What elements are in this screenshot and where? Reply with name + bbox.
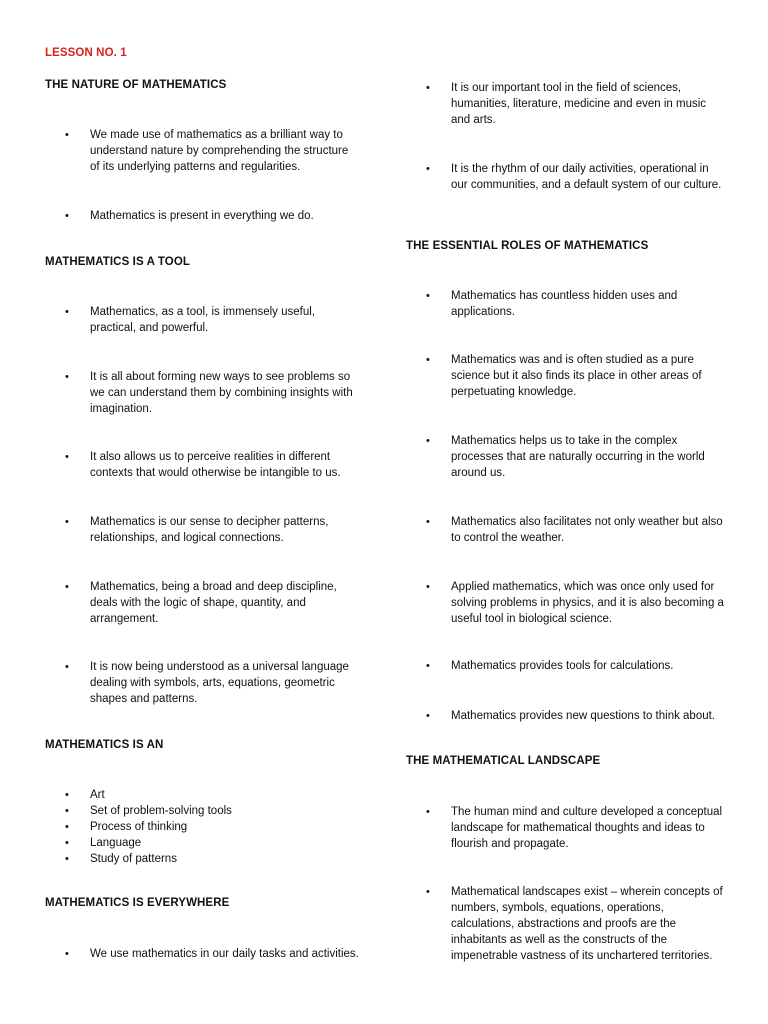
- bullet-icon: •: [65, 789, 69, 801]
- is-an-list: [45, 787, 375, 867]
- list-item: • It is now being understood as a universal language dealing with symbols, arts, equations, geometric shapes and patterns.: [65, 661, 349, 705]
- list-item: • Mathematics is our sense to decipher patterns, relationships, and logical connections.: [65, 516, 329, 544]
- list-item: • Mathematics also facilitates not only weather but also to control the weather.: [426, 516, 723, 544]
- list-item: • Language: [65, 837, 142, 849]
- bullet-icon: •: [65, 451, 69, 463]
- list-item: • Study of patterns: [65, 853, 177, 865]
- lesson-label: LESSON NO. 1: [45, 47, 127, 59]
- bullet-icon: •: [426, 660, 430, 672]
- bullet-icon: •: [65, 821, 69, 833]
- bullet-icon: •: [65, 516, 69, 528]
- list-item: • It is the rhythm of our daily activities, operational in our communities, and a default system of our culture.: [426, 163, 722, 191]
- list-item: • Mathematics provides new questions to think about.: [426, 710, 716, 722]
- section-heading-landscape: THE MATHEMATICAL LANDSCAPE: [406, 755, 601, 767]
- bullet-icon: •: [426, 82, 430, 94]
- list-item: • Mathematical landscapes exist – wherein concepts of numbers, symbols, equations, operations, calculations, abstractions and proofs are the inhabitants as well as the constructs of the impenetrable vastness of its unchartered territories.: [426, 886, 723, 962]
- list-item: • Mathematics provides tools for calculations.: [426, 660, 674, 672]
- bullet-icon: •: [65, 853, 69, 865]
- bullet-icon: •: [65, 306, 69, 318]
- list-item: • We made use of mathematics as a brilliant way to understand nature by comprehending the structure of its underlying patterns and regularities.: [65, 129, 349, 173]
- bullet-icon: •: [426, 163, 430, 175]
- section-heading-is-an: MATHEMATICS IS AN: [45, 739, 164, 751]
- list-item: • Art: [65, 789, 105, 801]
- list-item: • Mathematics was and is often studied as a pure science but it also finds its place in other areas of perpetuating knowledge.: [426, 354, 702, 398]
- bullet-icon: •: [426, 886, 430, 898]
- list-item: • It is all about forming new ways to see problems so we can understand them by combining insights with imagination.: [65, 371, 353, 415]
- bullet-icon: •: [426, 581, 430, 593]
- list-item: • Mathematics has countless hidden uses and applications.: [426, 290, 678, 318]
- list-item: • It also allows us to perceive realities in different contexts that would otherwise be intangible to us.: [65, 451, 341, 479]
- list-item: • Mathematics, as a tool, is immensely useful, practical, and powerful.: [65, 306, 315, 334]
- section-heading-roles: THE ESSENTIAL ROLES OF MATHEMATICS: [406, 240, 649, 252]
- bullet-icon: •: [426, 710, 430, 722]
- bullet-icon: •: [65, 581, 69, 593]
- section-heading-nature: THE NATURE OF MATHEMATICS: [45, 79, 227, 91]
- bullet-icon: •: [426, 290, 430, 302]
- bullet-icon: •: [65, 371, 69, 383]
- list-item: • Mathematics helps us to take in the complex processes that are naturally occurring in the world around us.: [426, 435, 705, 479]
- list-item: • Mathematics, being a broad and deep discipline, deals with the logic of shape, quantity, and arrangement.: [65, 581, 337, 625]
- list-item: • Mathematics is present in everything we do.: [65, 210, 314, 222]
- list-item: • We use mathematics in our daily tasks and activities.: [65, 948, 359, 960]
- bullet-icon: •: [65, 837, 69, 849]
- bullet-icon: •: [65, 805, 69, 817]
- list-item: • Set of problem-solving tools: [65, 805, 232, 817]
- list-item: • Applied mathematics, which was once only used for solving problems in physics, and it is also becoming a useful tool in biological science.: [426, 581, 724, 625]
- bullet-icon: •: [65, 210, 69, 222]
- bullet-icon: •: [426, 435, 430, 447]
- list-item: • The human mind and culture developed a conceptual landscape for mathematical thoughts and ideas to flourish and propagate.: [426, 806, 723, 850]
- bullet-icon: •: [65, 129, 69, 141]
- bullet-icon: •: [426, 806, 430, 818]
- bullet-icon: •: [426, 516, 430, 528]
- bullet-icon: •: [65, 948, 69, 960]
- section-heading-tool: MATHEMATICS IS A TOOL: [45, 256, 190, 268]
- bullet-icon: •: [426, 354, 430, 366]
- list-item: • It is our important tool in the field of sciences, humanities, literature, medicine and even in music and arts.: [426, 82, 707, 126]
- list-item: • Process of thinking: [65, 821, 188, 833]
- bullet-icon: •: [65, 661, 69, 673]
- section-heading-everywhere: MATHEMATICS IS EVERYWHERE: [45, 897, 230, 909]
